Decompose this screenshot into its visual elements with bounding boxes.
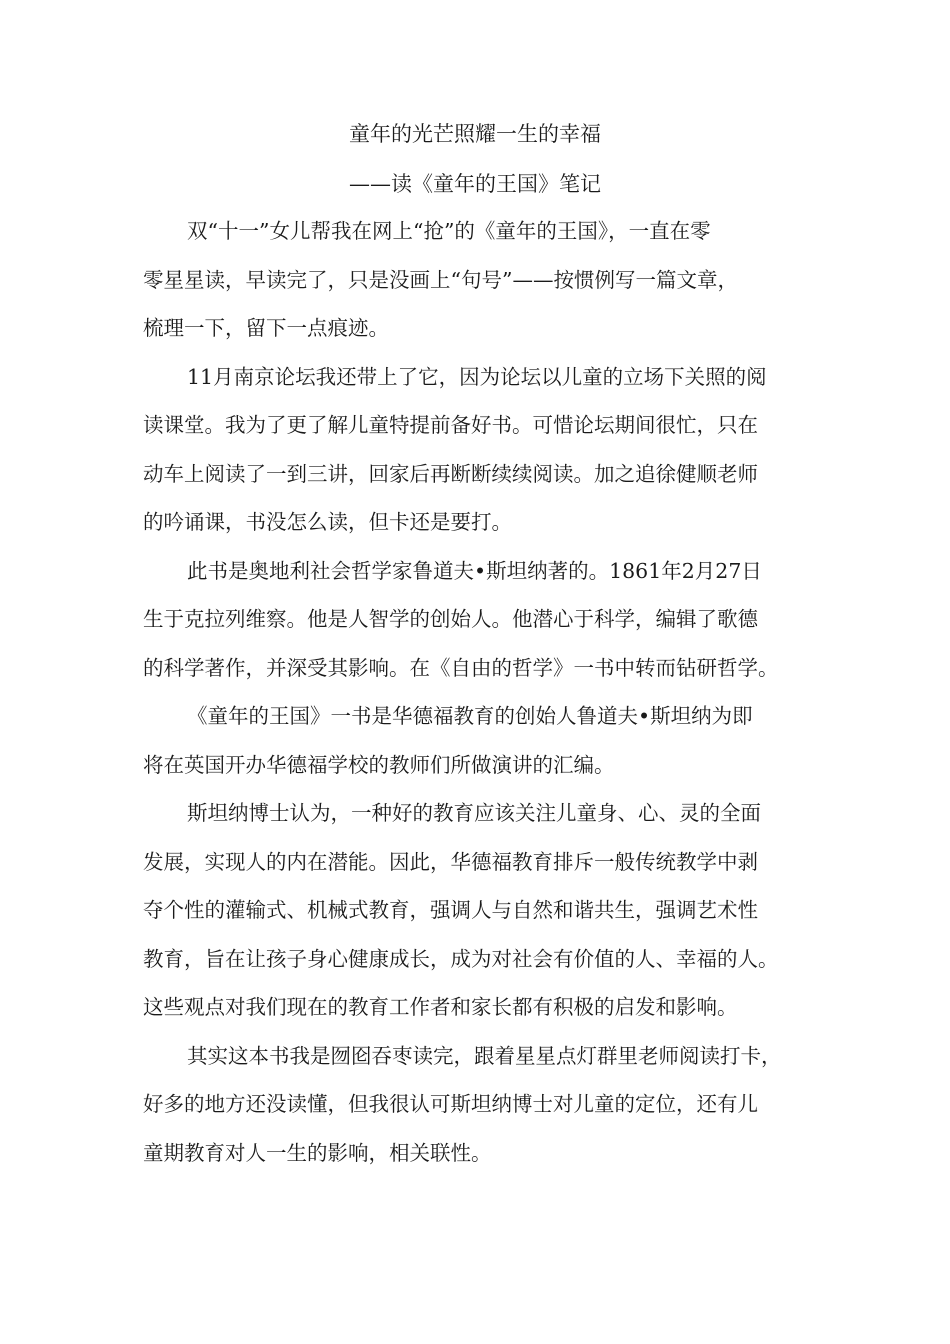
paragraph-line: 发展，实现人的内在潜能。因此，华德福教育排斥一般传统教学中剥 bbox=[143, 849, 758, 874]
paragraph-line: 的科学著作，并深受其影响。在《自由的哲学》一书中转而钻研哲学。 bbox=[143, 655, 779, 680]
paragraph-4 bbox=[143, 692, 843, 789]
paragraph-line: 斯坦纳博士认为，一种好的教育应该关注儿童身、心、灵的全面 bbox=[187, 801, 761, 825]
paragraph-line: 童期教育对人一生的影响，相关联性。 bbox=[143, 1140, 492, 1165]
paragraph-line: 11月南京论坛我还带上了它，因为论坛以儿童的立场下关照的阅 bbox=[187, 364, 767, 389]
paragraph-1 bbox=[143, 207, 843, 353]
paragraph-line: 读课堂。我为了更了解儿童特提前备好书。可惜论坛期间很忙，只在 bbox=[143, 413, 758, 437]
paragraph-line: 的吟诵课，书没怎么读，但卡还是要打。 bbox=[143, 510, 512, 534]
paragraph-line: 夺个性的灌输式、机械式教育，强调人与自然和谐共生，强调艺术性 bbox=[143, 898, 758, 922]
paragraph-line: 动车上阅读了一到三讲，回家后再断断续续阅读。加之追徐健顺老师 bbox=[143, 461, 758, 486]
paragraph-2 bbox=[143, 353, 843, 547]
document-subtitle: ——读《童年的王国》笔记 bbox=[349, 172, 601, 196]
paragraph-5 bbox=[143, 789, 843, 1032]
paragraph-line: 这些观点对我们现在的教育工作者和家长都有积极的启发和影响。 bbox=[143, 995, 738, 1019]
document-title: 童年的光芒照耀一生的幸福 bbox=[349, 122, 601, 146]
paragraph-line: 双“十一”女儿帮我在网上“抢”的《童年的王国》，一直在零 bbox=[187, 219, 711, 243]
paragraph-line: 此书是奥地利社会哲学家鲁道夫•斯坦纳著的。1861年2月27日 bbox=[187, 558, 762, 583]
paragraph-6 bbox=[143, 1032, 843, 1178]
paragraph-line: 将在英国开办华德福学校的教师们所做演讲的汇编。 bbox=[143, 752, 615, 777]
paragraph-line: 生于克拉列维察。他是人智学的创始人。他潜心于科学，编辑了歌德 bbox=[143, 607, 758, 631]
paragraph-line: 《童年的王国》一书是华德福教育的创始人鲁道夫•斯坦纳为即 bbox=[187, 704, 753, 728]
paragraph-3 bbox=[143, 547, 843, 693]
paragraph-line: 梳理一下，留下一点痕迹。 bbox=[143, 316, 389, 340]
paragraph-line: 教育，旨在让孩子身心健康成长，成为对社会有价值的人、幸福的人。 bbox=[143, 946, 779, 971]
paragraph-line: 其实这本书我是囫囵吞枣读完，跟着星星点灯群里老师阅读打卡， bbox=[187, 1043, 782, 1068]
document-body bbox=[143, 207, 843, 1177]
paragraph-line: 零星星读，早读完了，只是没画上“句号”——按惯例写一篇文章， bbox=[143, 267, 738, 292]
paragraph-line: 好多的地方还没读懂，但我很认可斯坦纳博士对儿童的定位，还有儿 bbox=[143, 1092, 758, 1116]
